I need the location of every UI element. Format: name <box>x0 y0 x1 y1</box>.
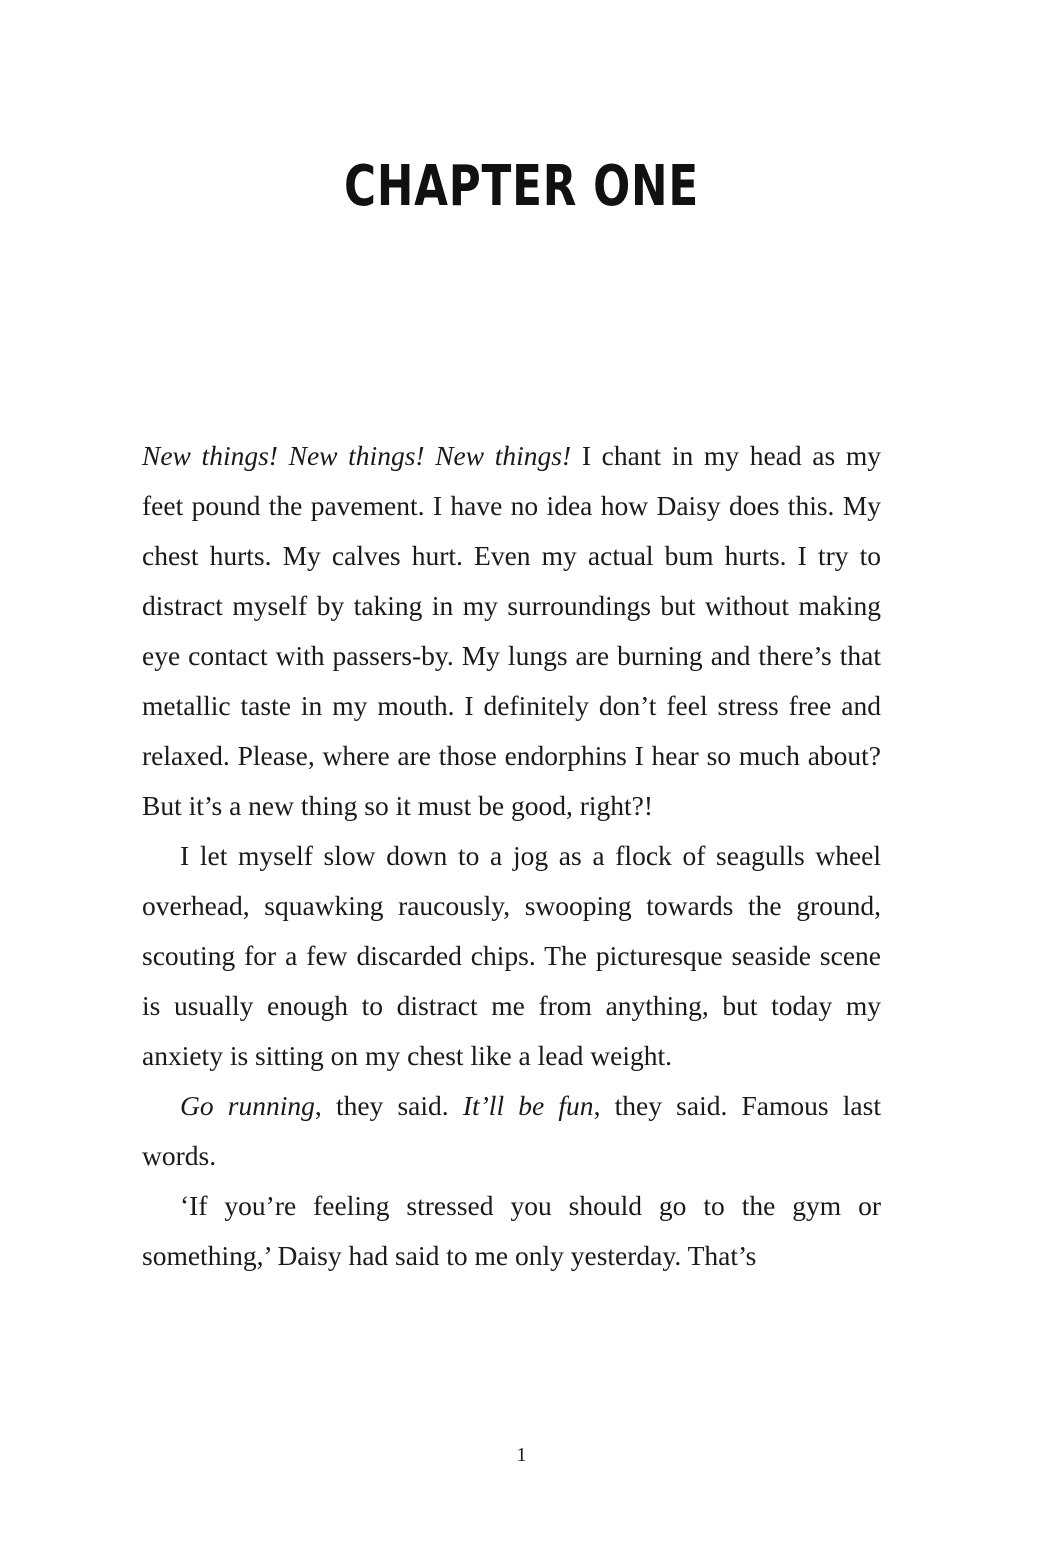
italic-lead: New things! New things! New things! <box>142 440 572 471</box>
body-text <box>142 431 881 1281</box>
paragraph-3-text-b: , they said. Famous last words. <box>142 1090 881 1171</box>
paragraph-3-text-a: , they said. <box>314 1090 463 1121</box>
italic-go-running: Go running <box>180 1090 315 1121</box>
paragraph-1-text: I chant in my head as my feet pound the pavement. I have no idea how Daisy does this. My chest hurts. My calves hurt. Even my actual bum hurts. I try to distract myself by taking in my surroundings but without making eye contact with passers-by. My lungs are burning and there’s that metallic taste in my mouth. I definitely don’t feel stress free and relaxed. Please, where are those endorphins I hear so much about? But it’s a new thing so it must be good, right?! <box>142 440 881 821</box>
page-number: 1 <box>516 1444 527 1466</box>
chapter-title: CHAPTER ONE <box>343 154 700 219</box>
paragraph-3 <box>142 1081 881 1181</box>
italic-itll-be-fun: It’ll be fun <box>462 1090 594 1121</box>
paragraph-4: ‘If you’re feeling stressed you should go to the gym or something,’ Daisy had said to me only yesterday. That’s <box>142 1190 881 1271</box>
paragraph-2: I let myself slow down to a jog as a flock of seagulls wheel overhead, squawking raucously, swooping towards the ground, scouting for a few discarded chips. The picturesque seaside scene is usually enough to distract me from anything, but today my anxiety is sitting on my chest like a lead weight. <box>142 840 881 1071</box>
paragraph-1 <box>142 431 881 831</box>
